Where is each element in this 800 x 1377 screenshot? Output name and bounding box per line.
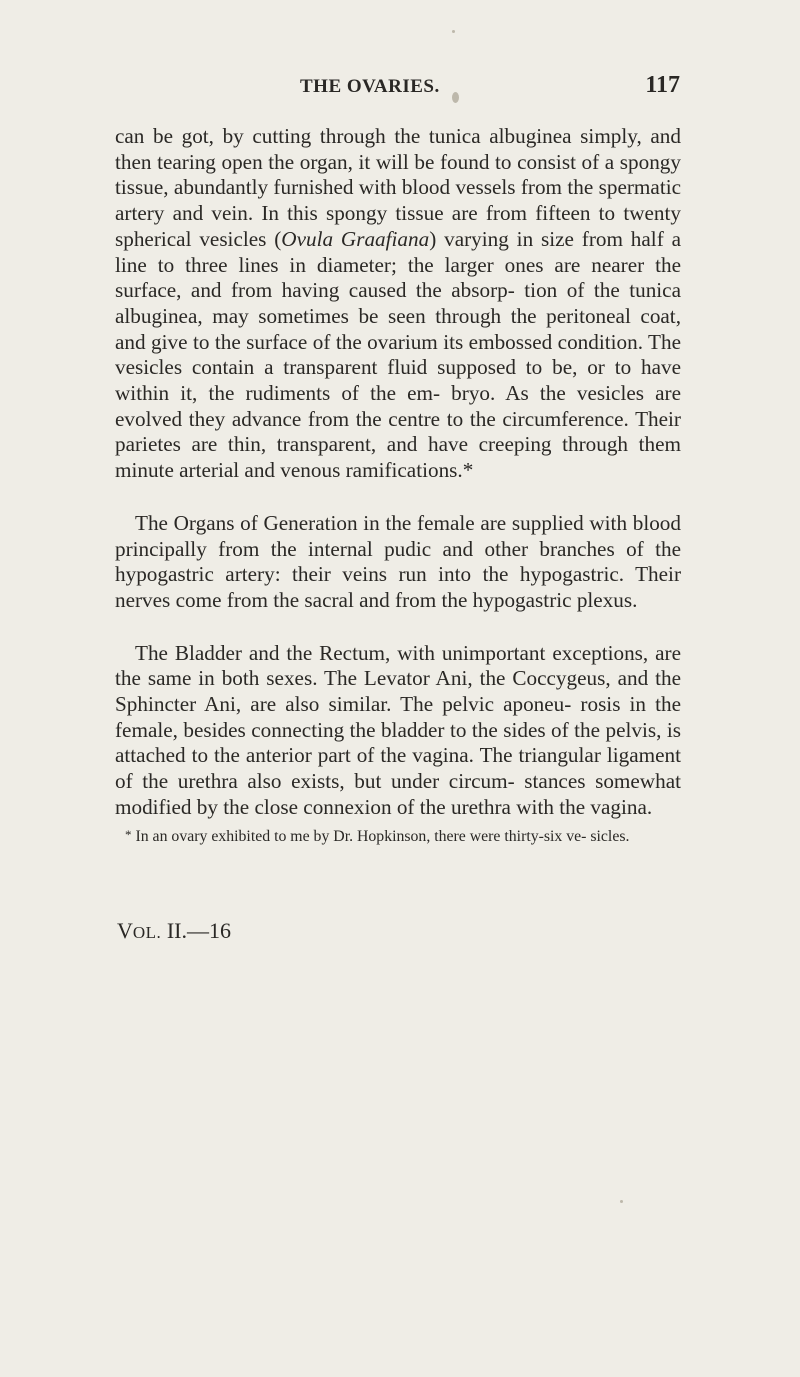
- paragraph-ovarium-structure: [115, 124, 681, 484]
- footnote-marker: *: [125, 827, 132, 842]
- volume-number: II.—16: [166, 918, 231, 943]
- body-text: [115, 124, 681, 821]
- paragraph-gap: [115, 484, 681, 511]
- paragraph-text-start: can be got, by cutting through the tunica albuginea simply, and then tearing open the organ, it will be found to consist of a spongy tissue, abundantly furnished with blood vessels from the spermatic artery and vein. In this spongy tissue are from fifteen to twenty spherical vesicles (: [115, 124, 681, 251]
- volume-label-initial: V: [117, 918, 133, 943]
- paragraph-organs-of-generation: The Organs of Generation in the female are supplied with blood principally from the internal pudic and other branches of the hypogastric artery: their veins run into the hypogastric. Their nerves come from the sacral and from the hypogastric plexus.: [115, 510, 681, 612]
- paper-speck: [452, 30, 455, 33]
- footnote-text: In an ovary exhibited to me by Dr. Hopkinson, there were thirty-six ve- sicles.: [135, 828, 630, 845]
- paragraph-text-end: ) varying in size from half a line to three lines in diameter; the larger ones are nearer the surface, and from having caused the absorp- tion of the tunica albuginea, may sometimes be seen through the peritoneal coat, and give to the surface of the ovarium its embossed condition. The vesicles contain a transparent fluid supposed to be, or to have within it, the rudiments of the em- bryo. As the vesicles are evolved they advance from the centre to the circumference. Their parietes are thin, transparent, and have creeping through them minute arterial and venous ramifications.*: [115, 226, 681, 483]
- italic-term-ovula-graafiana: Ovula Graafiana: [281, 226, 430, 251]
- paper-speck: [452, 92, 459, 103]
- page-number: 117: [645, 72, 680, 98]
- paper-speck: [620, 1200, 623, 1203]
- volume-signature: [117, 918, 231, 944]
- paragraph-bladder-rectum: The Bladder and the Rectum, with unimportant exceptions, are the same in both sexes. The Levator Ani, the Coccygeus, and the Sphincter Ani, are also similar. The pelvic aponeu- rosis in the female, besides connecting the bladder to the sides of the pelvis, is attached to the anterior part of the vagina. The triangular ligament of the urethra also exists, but under circum- stances somewhat modified by the close connexion of the urethra with the vagina.: [115, 640, 681, 819]
- running-title: THE OVARIES.: [300, 76, 440, 97]
- paragraph-gap: [115, 614, 681, 641]
- volume-label-rest: OL.: [132, 923, 162, 942]
- footnote: [115, 825, 681, 846]
